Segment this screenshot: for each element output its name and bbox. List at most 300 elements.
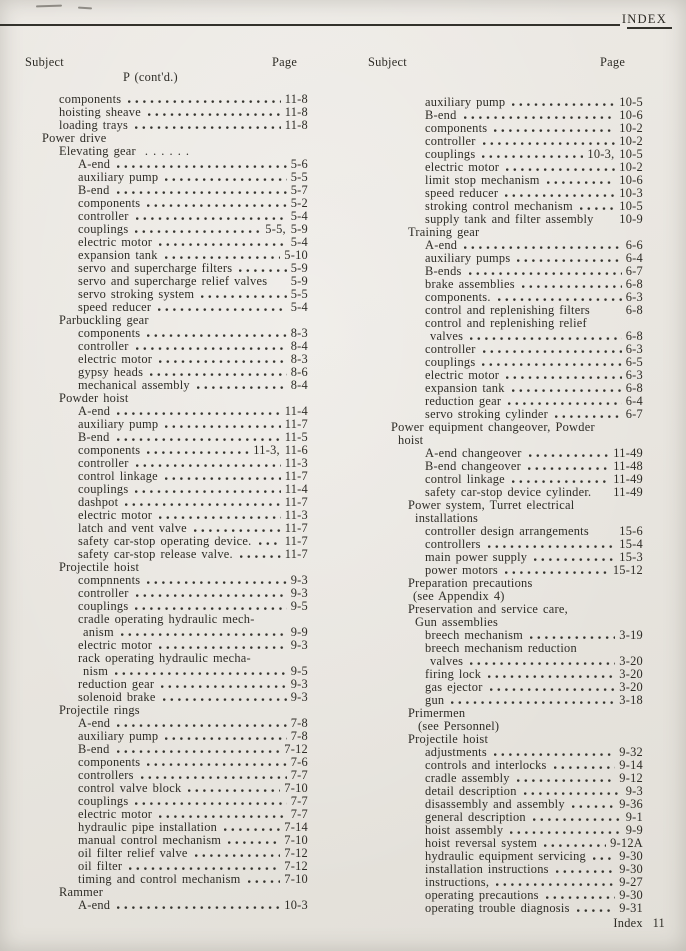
index-entry (368, 460, 643, 473)
index-entry-page: 9-36 (619, 797, 643, 811)
index-entry-page: 15-12 (612, 563, 643, 577)
index-entry-text: B-end changeover (425, 459, 521, 473)
index-entry-page: 11-49 (613, 485, 643, 499)
index-entry-leader (494, 752, 615, 757)
index-entry-leader (188, 788, 280, 793)
index-entry-leader (554, 765, 616, 770)
index-entry-leader (469, 271, 622, 276)
index-entry-spacer (267, 275, 290, 288)
index-entry-page: 5-9 (290, 274, 308, 288)
index-entry-leader (505, 570, 609, 575)
index-entry-leader (136, 346, 287, 351)
index-entry-text: (see Appendix 4) (413, 589, 505, 603)
index-entry-text: disassembly and assembly (425, 797, 565, 811)
index-entry-page: 11-49 (613, 472, 643, 486)
index-entry (368, 317, 643, 330)
index-entry-page: 6-8 (625, 303, 643, 317)
index-entry-page: 7-7 (290, 794, 308, 808)
index-entry-spacer (591, 486, 613, 499)
index-entry-leader (593, 856, 615, 861)
index-entry-leader (496, 882, 615, 887)
index-entry (368, 343, 643, 356)
index-entry-text: Preservation and service care, (408, 602, 568, 616)
index-entry-leader (147, 450, 249, 455)
index-entry (368, 811, 643, 824)
index-entry-text: Power drive (42, 131, 107, 145)
index-entry-text: hoisting sheave (59, 105, 141, 119)
index-entry (25, 223, 308, 236)
index-entry-leader (159, 515, 281, 520)
index-entry-leader (483, 349, 622, 354)
index-entry-text: auxiliary pump (78, 417, 159, 431)
index-entry-leader (228, 840, 280, 845)
index-entry-page: 11-7 (284, 521, 308, 535)
index-entry (368, 655, 643, 668)
index-entry-page: 7-6 (290, 755, 308, 769)
index-entry-text: control and replenishing relief (425, 316, 587, 330)
index-entry (25, 574, 308, 587)
index-entry (25, 730, 308, 743)
index-entry-text: cradle operating hydraulic mech- (78, 612, 255, 626)
index-entry-text: servo stroking cylinder (425, 407, 548, 421)
index-entry-text: electric motor (78, 638, 153, 652)
index-entry-page: 10-2 (619, 121, 643, 135)
index-entry-leader (195, 853, 281, 858)
index-entry-text: components. (425, 290, 491, 304)
index-entry-text: couplings (425, 355, 476, 369)
index-entry (25, 782, 308, 795)
index-entry-text: cradle assembly (425, 771, 510, 785)
index-entry-text: dashpot (78, 495, 119, 509)
index-entry-text: valves (430, 654, 464, 668)
index-entry (368, 369, 643, 382)
index-entry-text: controller (78, 209, 129, 223)
index-entry (368, 109, 643, 122)
index-entry (25, 678, 308, 691)
index-entry-page: 11-49 (613, 446, 643, 460)
index-entry-page: 9-12A (610, 836, 643, 850)
index-entry-text: installation instructions (425, 862, 549, 876)
index-entry-text: couplings (78, 482, 129, 496)
index-entry-text: detail description (425, 784, 517, 798)
index-entry-text: controller (78, 586, 129, 600)
index-entry-page: 7-12 (284, 742, 308, 756)
index-entry (25, 743, 308, 756)
index-entry (25, 158, 308, 171)
index-entry-page: 9-9 (290, 625, 308, 639)
index-entry (25, 483, 308, 496)
index-entry (368, 603, 643, 616)
index-entry-text: B-end (78, 430, 110, 444)
index-entry-text: components (59, 92, 122, 106)
index-entry-leader (135, 606, 286, 611)
column-header-page-left: Page (272, 55, 298, 69)
index-entry (368, 330, 643, 343)
index-entry-leader (546, 895, 616, 900)
index-entry-leader (512, 388, 622, 393)
index-entry (25, 470, 308, 483)
index-entry-page: 7-10 (284, 833, 308, 847)
index-entry-leader (530, 635, 615, 640)
index-entry (368, 525, 643, 538)
index-entry (368, 174, 643, 187)
index-entry-page: 15-6 (619, 524, 643, 538)
index-entry-page: 5-7 (290, 183, 308, 197)
index-entry-leader (197, 385, 287, 390)
index-entry-text: B-end (78, 183, 110, 197)
index-entry (25, 405, 308, 418)
index-entry-text: expansion tank (78, 248, 158, 262)
index-entry-page: 5-2 (290, 196, 308, 210)
index-entry-text: stroking control mechanism (425, 199, 573, 213)
index-entry-text: Projectile rings (59, 703, 140, 717)
index-entry-leader (494, 128, 615, 133)
index-entry-page: 10-9 (619, 212, 643, 226)
index-entry-text: Gun assemblies (415, 615, 499, 629)
index-entry-text: control linkage (78, 469, 158, 483)
index-entry-page: 9-5 (290, 664, 308, 678)
index-entry-text: operating precautions (425, 888, 539, 902)
index-entry-text: safety car-stop operating device. (78, 534, 252, 548)
index-entry-page: 10-5 (619, 199, 643, 213)
index-entry-leader (248, 879, 281, 884)
index-entry-text: Projectile hoist (59, 560, 140, 574)
index-entry-text: latch and vent valve (78, 521, 187, 535)
index-entry-text: controls and interlocks (425, 758, 547, 772)
index-entry-leader (136, 463, 281, 468)
index-entry (25, 288, 308, 301)
index-entry-page: 9-27 (619, 875, 643, 889)
index-entry-page: 9-14 (619, 758, 643, 772)
index-entry-page: 5-9 (290, 261, 308, 275)
index-entry-leader (165, 177, 286, 182)
index-entry-text: electric motor (78, 352, 153, 366)
index-entry-leader (135, 125, 281, 130)
column-header-subject-left: Subject (25, 55, 64, 69)
index-entry-text: timing and control mechanism (78, 872, 241, 886)
index-entry-page: 8-4 (290, 339, 308, 353)
index-entry-leader (159, 242, 287, 247)
index-entry-page: 5-5 (290, 287, 308, 301)
index-entry-leader (547, 180, 616, 185)
index-entry-leader (488, 674, 615, 679)
index-entry-leader (572, 804, 616, 809)
index-entry (25, 496, 308, 509)
index-entry-text: electric motor (78, 508, 153, 522)
index-entry-text: safety car-stop device cylinder. (425, 485, 592, 499)
index-entry-text: solenoid brake (78, 690, 156, 704)
index-entry-page: 9-3 (625, 784, 643, 798)
page-number-footer: Index 11 (613, 916, 665, 930)
index-entry-leader (239, 268, 286, 273)
index-entry-page: 11-8 (284, 92, 308, 106)
index-entry (25, 795, 308, 808)
index-entry-text: rack operating hydraulic mecha- (78, 651, 251, 665)
index-entry-page: 11-7 (284, 417, 308, 431)
index-entry-leader (117, 749, 281, 754)
index-entry-leader (528, 466, 609, 471)
index-entry-page: 6-3 (625, 342, 643, 356)
index-entry-spacer (589, 525, 619, 538)
index-entry (368, 681, 643, 694)
index-entry-page: 15-3 (619, 550, 643, 564)
index-entry-page: 3-18 (619, 693, 643, 707)
index-entry-leader (470, 336, 622, 341)
index-entry-text: speed reducer (425, 186, 499, 200)
index-entry-leader (135, 229, 261, 234)
index-entry-text: A-end (78, 716, 111, 730)
index-entry-page: 11-7 (284, 469, 308, 483)
index-entry-page: 7-14 (284, 820, 308, 834)
index-entry-spacer (590, 304, 626, 317)
index-entry-page: 9-3 (290, 573, 308, 587)
index-entry-page: 6-4 (625, 251, 643, 265)
index-entry (368, 382, 643, 395)
index-entry (368, 356, 643, 369)
index-entry-page: 7-7 (290, 768, 308, 782)
index-entry (368, 122, 643, 135)
index-entry-text: hoist assembly (425, 823, 504, 837)
index-entry (25, 340, 308, 353)
index-entry-page: 11-7 (284, 534, 308, 548)
index-entry (368, 577, 643, 590)
index-entry-text: manual control mechanism (78, 833, 222, 847)
index-entry-text: (see Personnel) (418, 719, 500, 733)
index-entry-page: 11-3 (284, 508, 308, 522)
index-entry-leader (510, 830, 621, 835)
index-entry-leader (136, 216, 287, 221)
index-entry (25, 899, 308, 912)
index-entry (368, 148, 643, 161)
index-entry (368, 278, 643, 291)
index-entry-page: 9-30 (619, 862, 643, 876)
index-entry-text: components (78, 443, 141, 457)
index-entry-leader (117, 437, 281, 442)
index-entry-text: hoist (398, 433, 424, 447)
index-entry-page: 7-8 (290, 729, 308, 743)
index-entry-page: 11-8 (284, 118, 308, 132)
index-entry (25, 717, 308, 730)
index-entry-leader (165, 736, 286, 741)
index-entry-text: mechanical assembly (78, 378, 190, 392)
index-entry (25, 184, 308, 197)
scan-artifact (78, 7, 92, 10)
index-entry-text: reduction gear (78, 677, 155, 691)
index-entry-page: 5-4 (290, 235, 308, 249)
index-entry-text: general description (425, 810, 526, 824)
index-entry-text: couplings (78, 599, 129, 613)
index-entry-leader (470, 661, 615, 666)
index-entry-text: Elevating gear (59, 144, 136, 158)
index-entry-page: 9-30 (619, 888, 643, 902)
column-header-page-right: Page (600, 55, 626, 69)
index-entry-text: components (425, 121, 488, 135)
index-entry-text: controller design arrangements (425, 524, 589, 538)
index-entry-page: 6-4 (625, 394, 643, 408)
index-entry-text: supply tank and filter assembly (425, 212, 594, 226)
index-entry-leader (451, 700, 615, 705)
index-entry-text: Power equipment changeover, Powder (391, 420, 595, 434)
index-entry-text: Parbuckling gear (59, 313, 149, 327)
index-entry-page: 11-7 (284, 495, 308, 509)
index-entry-text: valves (430, 329, 464, 343)
index-entry-text: breech mechanism reduction (425, 641, 577, 655)
index-entry (368, 252, 643, 265)
index-entry-page: 10-2 (619, 160, 643, 174)
index-entry-leader (506, 375, 622, 380)
index-entry-text: main power supply (425, 550, 528, 564)
index-entry-leader (117, 905, 280, 910)
index-entry (25, 171, 308, 184)
index-entry-text: nism (83, 664, 109, 678)
index-entry-page: 10-3 (284, 898, 308, 912)
index-entry-leader (505, 193, 615, 198)
index-entry-leader (464, 245, 622, 250)
index-entry-leader (121, 632, 287, 637)
index-entry-leader (522, 284, 622, 289)
index-entry-page: 5-10 (284, 248, 308, 262)
index-entry-leader-dots: . . . . . . (144, 144, 190, 158)
index-entry-page: 9-5 (290, 599, 308, 613)
index-entry (368, 733, 643, 746)
index-entry-leader (556, 869, 616, 874)
index-entry-page: 9-3 (290, 677, 308, 691)
index-entry (25, 314, 308, 327)
index-entry-text: servo and supercharge filters (78, 261, 233, 275)
index-entry (25, 756, 308, 769)
index-entry (368, 96, 643, 109)
index-entry-page: 5-6 (290, 157, 308, 171)
header-rule (0, 24, 620, 26)
index-entry-page: 6-3 (625, 368, 643, 382)
index-entry-text: auxiliary pumps (425, 251, 511, 265)
index-entry (25, 561, 308, 574)
index-entry-leader (194, 528, 281, 533)
index-entry-leader (129, 866, 280, 871)
index-entry-text: operating trouble diagnosis (425, 901, 570, 915)
index-entry-text: electric motor (78, 235, 153, 249)
index-entry-text: components (78, 326, 141, 340)
index-entry (25, 613, 308, 626)
index-entry-page: 9-1 (625, 810, 643, 824)
index-entry-page: 7-10 (284, 872, 308, 886)
index-entry-leader (165, 255, 281, 260)
index-entry (25, 418, 308, 431)
index-entry-page: 11-48 (613, 459, 643, 473)
index-entry-page: 8-4 (290, 378, 308, 392)
index-entry-leader (529, 453, 610, 458)
index-entry-leader (577, 908, 616, 913)
index-entry-text: controller (78, 456, 129, 470)
index-entry-text: couplings (78, 222, 129, 236)
index-entry-leader (490, 687, 616, 692)
index-entry-leader (464, 115, 616, 120)
index-entry-text: B-ends (425, 264, 462, 278)
index-entry-page: 7-8 (290, 716, 308, 730)
index-entry-text: gas ejector (425, 680, 483, 694)
index-entry-text: control linkage (425, 472, 505, 486)
index-entry-leader (524, 791, 622, 796)
index-entry-text: components (78, 196, 141, 210)
index-entry-page: 6-5 (625, 355, 643, 369)
index-entry-text: hoist reversal system (425, 836, 538, 850)
index-entry-text: installations (415, 511, 479, 525)
index-entry-page: 7-10 (284, 781, 308, 795)
index-entry-text: loading trays (59, 118, 129, 132)
index-entry-text: gypsy heads (78, 365, 144, 379)
index-entry-page: 10-2 (619, 134, 643, 148)
index-entry-spacer (594, 213, 620, 226)
index-entry-leader (512, 479, 609, 484)
index-entry (25, 444, 308, 457)
index-entry-text: electric motor (425, 368, 500, 382)
index-entry-text: safety car-stop release valve. (78, 547, 233, 561)
index-entry-page: 8-3 (290, 326, 308, 340)
index-entry-text: instructions, (425, 875, 490, 889)
index-entry-page: 3-20 (619, 680, 643, 694)
index-entry (25, 236, 308, 249)
index-entry-page: 10-6 (619, 173, 643, 187)
index-entry-page: 10-3, 10-5 (587, 147, 643, 161)
index-entry-page: 5-4 (290, 300, 308, 314)
column-header-subject-right: Subject (368, 55, 407, 69)
index-entry-text: control and replenishing filters (425, 303, 590, 317)
index-entry-page: 11-3 (284, 456, 308, 470)
index-entry (25, 392, 308, 405)
index-entry-text: expansion tank (425, 381, 505, 395)
index-entry (25, 886, 308, 899)
index-entry-leader (259, 541, 281, 546)
index-entry-page: 7-7 (290, 807, 308, 821)
index-entry (368, 863, 643, 876)
index-entry-text: reduction gear (425, 394, 502, 408)
index-entry-text: adjustments (425, 745, 487, 759)
index-entry-leader (488, 544, 616, 549)
index-entry-leader (201, 294, 286, 299)
index-entry-leader (482, 154, 583, 159)
index-entry (368, 551, 643, 564)
index-entry-page: 11-5 (284, 430, 308, 444)
index-entry (25, 197, 308, 210)
index-entry-leader (141, 775, 287, 780)
index-entry-page: 5-5, 5-9 (265, 222, 308, 236)
index-entry-text: Projectile hoist (408, 732, 489, 746)
index-entry-leader (117, 164, 287, 169)
index-entry-text: A-end changeover (425, 446, 522, 460)
index-entry-text: gun (425, 693, 445, 707)
index-entry-leader (482, 362, 621, 367)
index-entry-page: 11-4 (284, 482, 308, 496)
index-entry-text: oil filter relief valve (78, 846, 188, 860)
index-entry-text: anism (83, 625, 114, 639)
index-entry-text: B-end (78, 742, 110, 756)
index-entry-leader (125, 502, 280, 507)
index-entry (25, 847, 308, 860)
index-entry-leader (224, 827, 280, 832)
index-entry (25, 704, 308, 717)
index-entry-page: 5-5 (290, 170, 308, 184)
index-entry-leader (508, 401, 622, 406)
index-entry-leader (534, 557, 615, 562)
index-entry (25, 626, 308, 639)
index-entry-page: 10-3 (619, 186, 643, 200)
index-entry-leader (506, 167, 615, 172)
index-entry-leader (158, 307, 287, 312)
index-entry-page: 3-20 (619, 654, 643, 668)
index-entry-leader (147, 762, 286, 767)
index-entry (368, 499, 643, 512)
index-entry-leader (150, 372, 287, 377)
